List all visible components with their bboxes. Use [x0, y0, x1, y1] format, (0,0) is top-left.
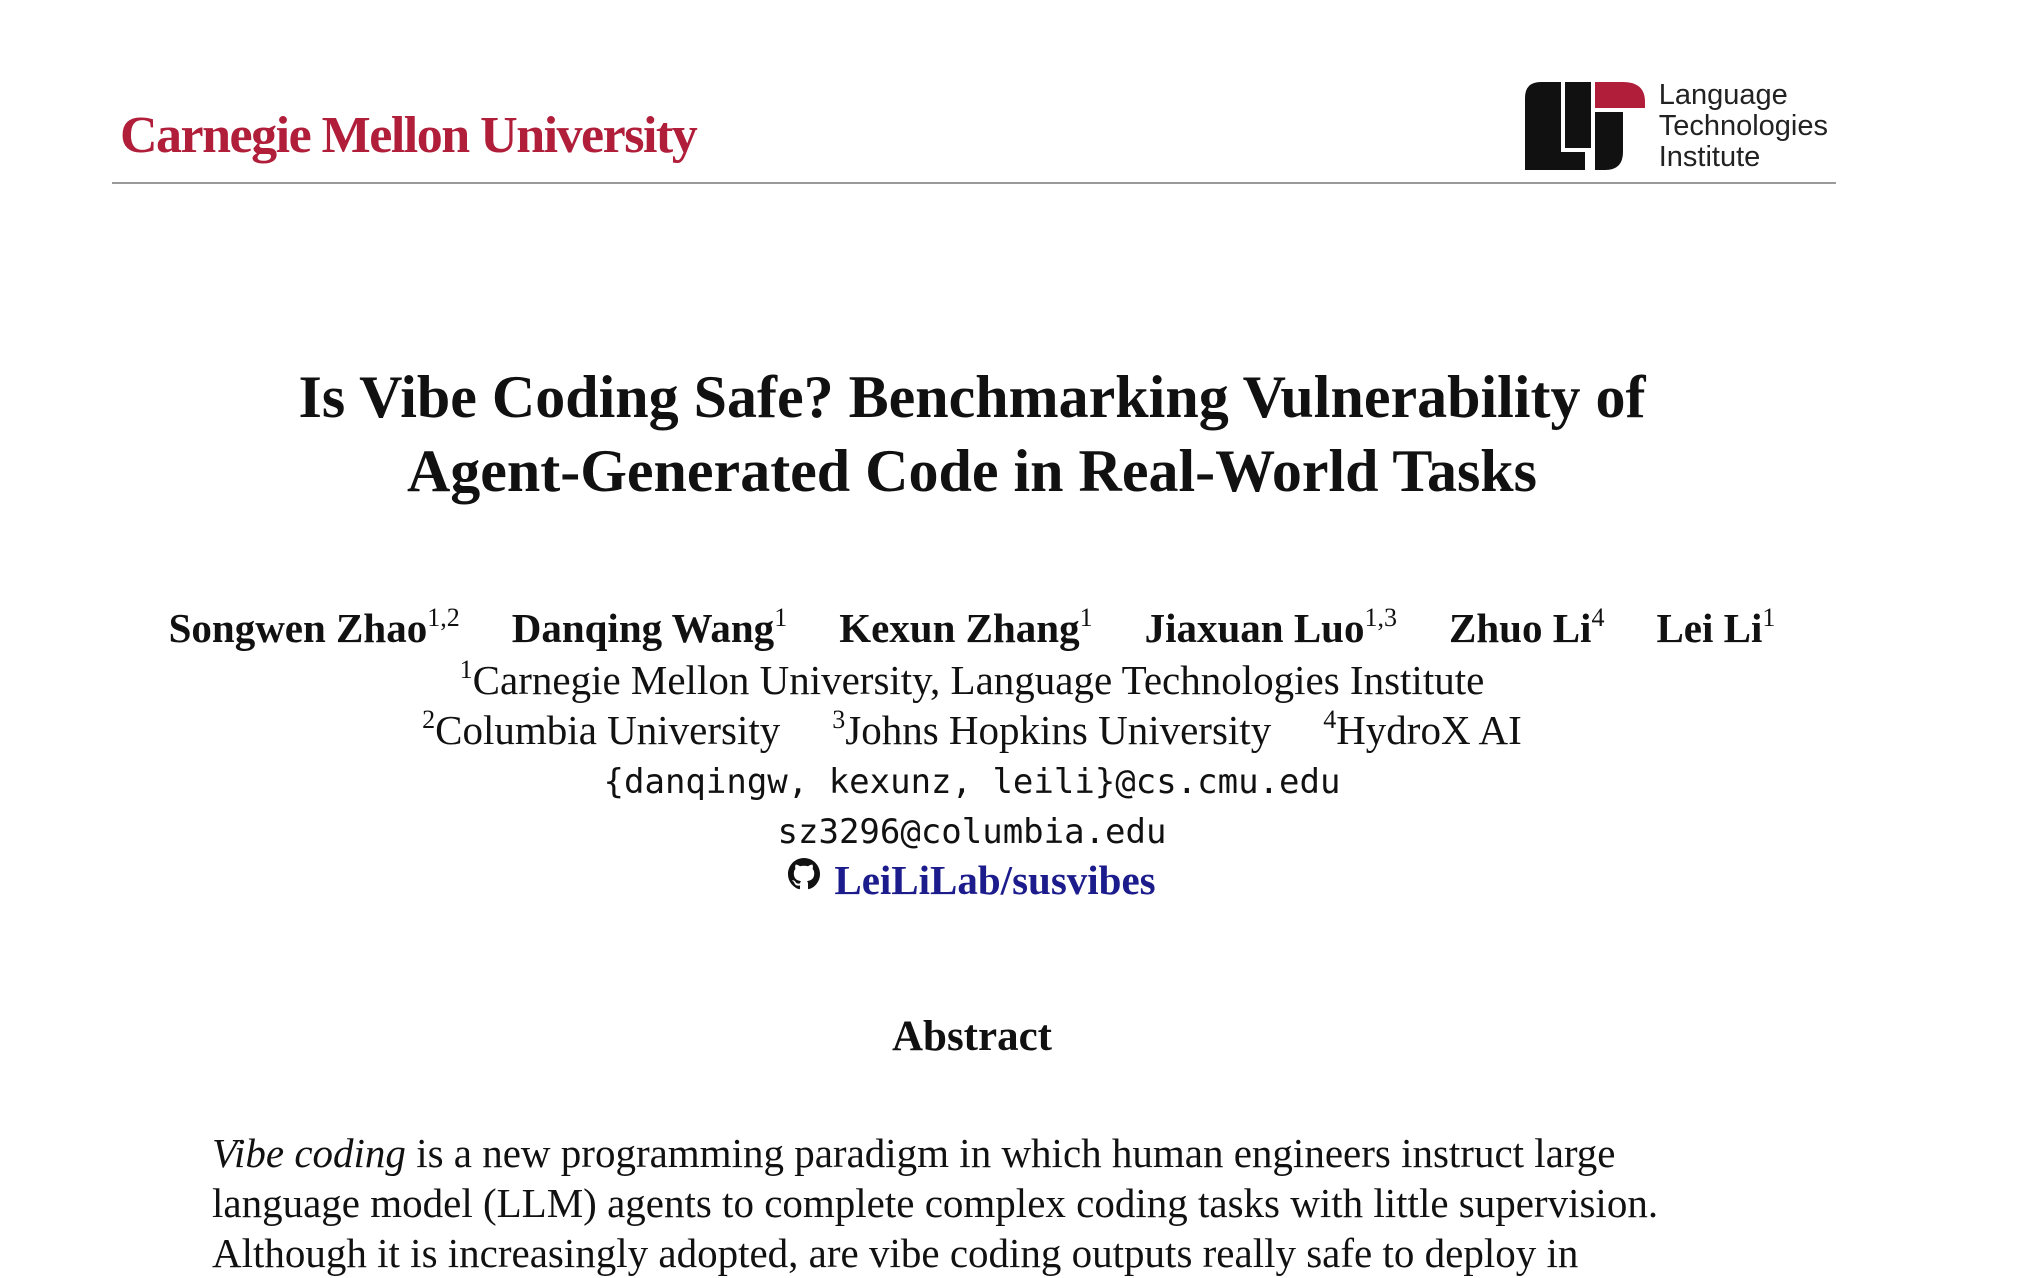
header-divider [112, 182, 1836, 184]
email-line: {danqingw, kexunz, leili}@cs.cmu.edu [603, 762, 1341, 802]
affiliation-name: Columbia University [435, 707, 781, 753]
author-name: Zhuo Li [1449, 605, 1592, 651]
affil-marker: 3 [832, 705, 846, 734]
author-affil-marker: 1 [1079, 603, 1093, 632]
author-affil-marker: 1,3 [1364, 603, 1397, 632]
affiliation-name: Carnegie Mellon University, Language Technologies Institute [472, 657, 1485, 703]
author-name: Kexun Zhang [839, 605, 1080, 651]
repo-link[interactable]: LeiLiLab/susvibes [834, 857, 1156, 903]
author-name: Jiaxuan Luo [1144, 605, 1365, 651]
page-header [112, 74, 1836, 184]
affil-marker: 2 [422, 705, 436, 734]
affil-marker: 1 [459, 655, 473, 684]
author-name: Songwen Zhao [168, 605, 428, 651]
abstract-body [212, 1128, 1772, 1278]
lti-text-line: Language [1658, 78, 1788, 111]
author-list [0, 604, 1944, 652]
lti-logo-text [1659, 80, 1828, 173]
author [512, 604, 787, 652]
github-icon [788, 858, 820, 890]
lti-logo-icon [1525, 82, 1645, 170]
affiliation [832, 706, 1271, 754]
author [169, 604, 460, 652]
affil-marker: 4 [1323, 705, 1337, 734]
title-line: Is Vibe Coding Safe? Benchmarking Vulnerability of [298, 364, 1646, 430]
author-name: Danqing Wang [511, 605, 775, 651]
author [1656, 604, 1775, 652]
email-line: sz3296@columbia.edu [777, 812, 1167, 852]
abstract-line: language model (LLM) agents to complete complex coding tasks with little supervision. [212, 1180, 1659, 1226]
author-name: Lei Li [1656, 605, 1763, 651]
affiliation-name: HydroX AI [1336, 707, 1522, 753]
author [839, 604, 1092, 652]
affiliation-name: Johns Hopkins University [845, 707, 1272, 753]
author-affil-marker: 1 [1762, 603, 1776, 632]
author-affil-marker: 4 [1591, 603, 1605, 632]
cmu-wordmark-logo: Carnegie Mellon University [120, 107, 697, 164]
author-affil-marker: 1,2 [427, 603, 460, 632]
author [1449, 604, 1604, 652]
author [1145, 604, 1397, 652]
repo-link-group[interactable] [788, 856, 1155, 904]
affiliation [422, 706, 780, 754]
affiliation-line [0, 656, 1944, 704]
abstract-text: is a new programming paradigm in which human engineers instruct large [405, 1130, 1616, 1176]
repo-line [0, 856, 1944, 904]
affiliation [1323, 706, 1522, 754]
lti-text-line: Institute [1658, 140, 1761, 173]
abstract-heading: Abstract [891, 1013, 1052, 1060]
abstract-line: Although it is increasingly adopted, are vibe coding outputs really safe to deploy in [212, 1230, 1579, 1276]
author-affil-marker: 1 [774, 603, 788, 632]
abstract-line [212, 1128, 1772, 1178]
abstract-emphasis: Vibe coding [212, 1130, 406, 1176]
lti-text-line: Technologies [1658, 109, 1828, 142]
paper-title [0, 360, 1944, 508]
title-line: Agent-Generated Code in Real-World Tasks [406, 438, 1538, 504]
lti-logo [1525, 78, 1828, 174]
affiliation-line [0, 706, 1944, 754]
